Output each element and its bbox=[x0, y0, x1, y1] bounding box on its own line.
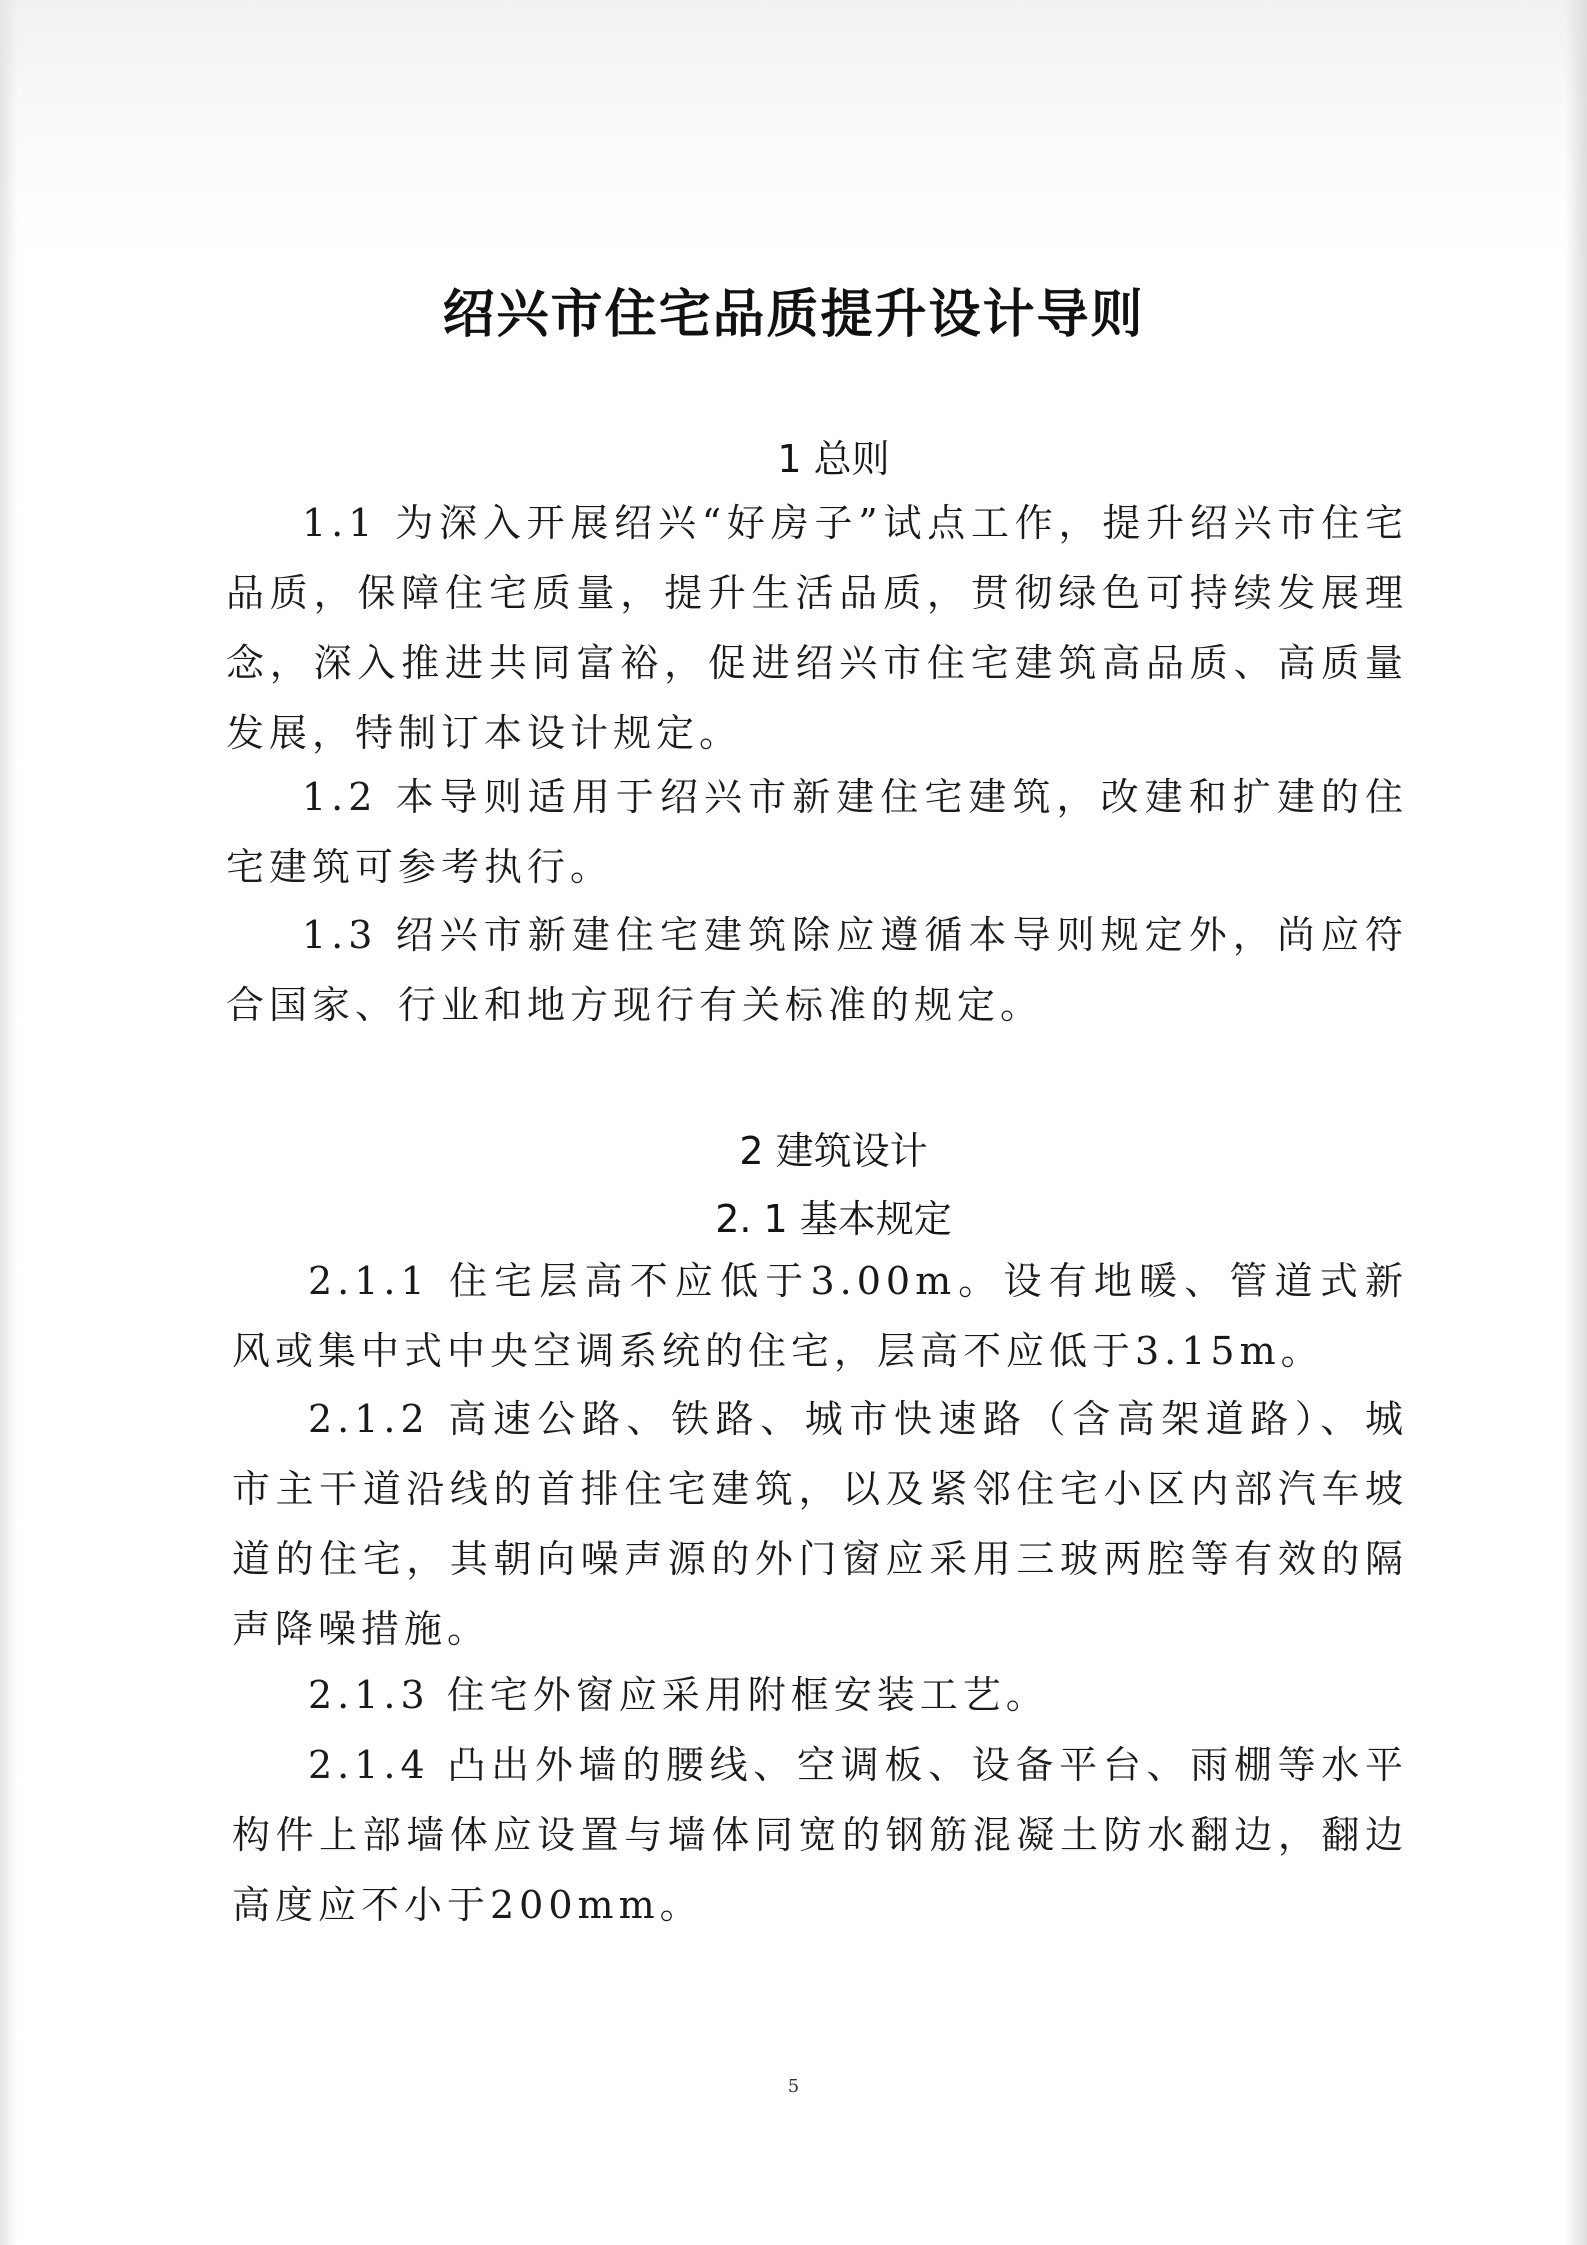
paragraph-2-1-2: 2.1.2 高速公路、铁路、城市快速路（含高架道路）、城市主干道沿线的首排住宅建筑，以及紧邻住宅小区内部汽车坡道的住宅，其朝向噪声源的外门窗应采用三玻两腔等有效的隔声降噪措施。 bbox=[232, 1397, 1408, 1651]
subsection-heading-basic-rules: 2. 1 基本规定 bbox=[715, 1197, 952, 1241]
paragraph-2-1-1: 2.1.1 住宅层高不应低于3.00m。设有地暖、管道式新风或集中式中央空调系统的住宅，层高不应低于3.15m。 bbox=[232, 1259, 1408, 1373]
section-heading-general: 1 总则 bbox=[777, 437, 890, 481]
document-title: 绍兴市住宅品质提升设计导则 bbox=[442, 285, 1145, 345]
paragraph-2-1-4: 2.1.4 凸出外墙的腰线、空调板、设备平台、雨棚等水平构件上部墙体应设置与墙体同宽的钢筋混凝土防水翻边，翻边高度应不小于200mm。 bbox=[232, 1743, 1408, 1927]
paragraph-1-3: 1.3 绍兴市新建住宅建筑除应遵循本导则规定外，尚应符合国家、行业和地方现行有关标准的规定。 bbox=[226, 913, 1408, 1027]
paragraph-1-1: 1.1 为深入开展绍兴“好房子”试点工作，提升绍兴市住宅品质，保障住宅质量，提升生活品质，贯彻绿色可持续发展理念，深入推进共同富裕，促进绍兴市住宅建筑高品质、高质量发展，特制订本设计规定。 bbox=[226, 501, 1408, 755]
paragraph-1-2: 1.2 本导则适用于绍兴市新建住宅建筑，改建和扩建的住宅建筑可参考执行。 bbox=[226, 775, 1408, 889]
page-number: 5 bbox=[787, 2076, 800, 2097]
section-heading-architecture: 2 建筑设计 bbox=[739, 1129, 928, 1173]
paragraph-2-1-3: 2.1.3 住宅外窗应采用附框安装工艺。 bbox=[308, 1673, 1049, 1717]
